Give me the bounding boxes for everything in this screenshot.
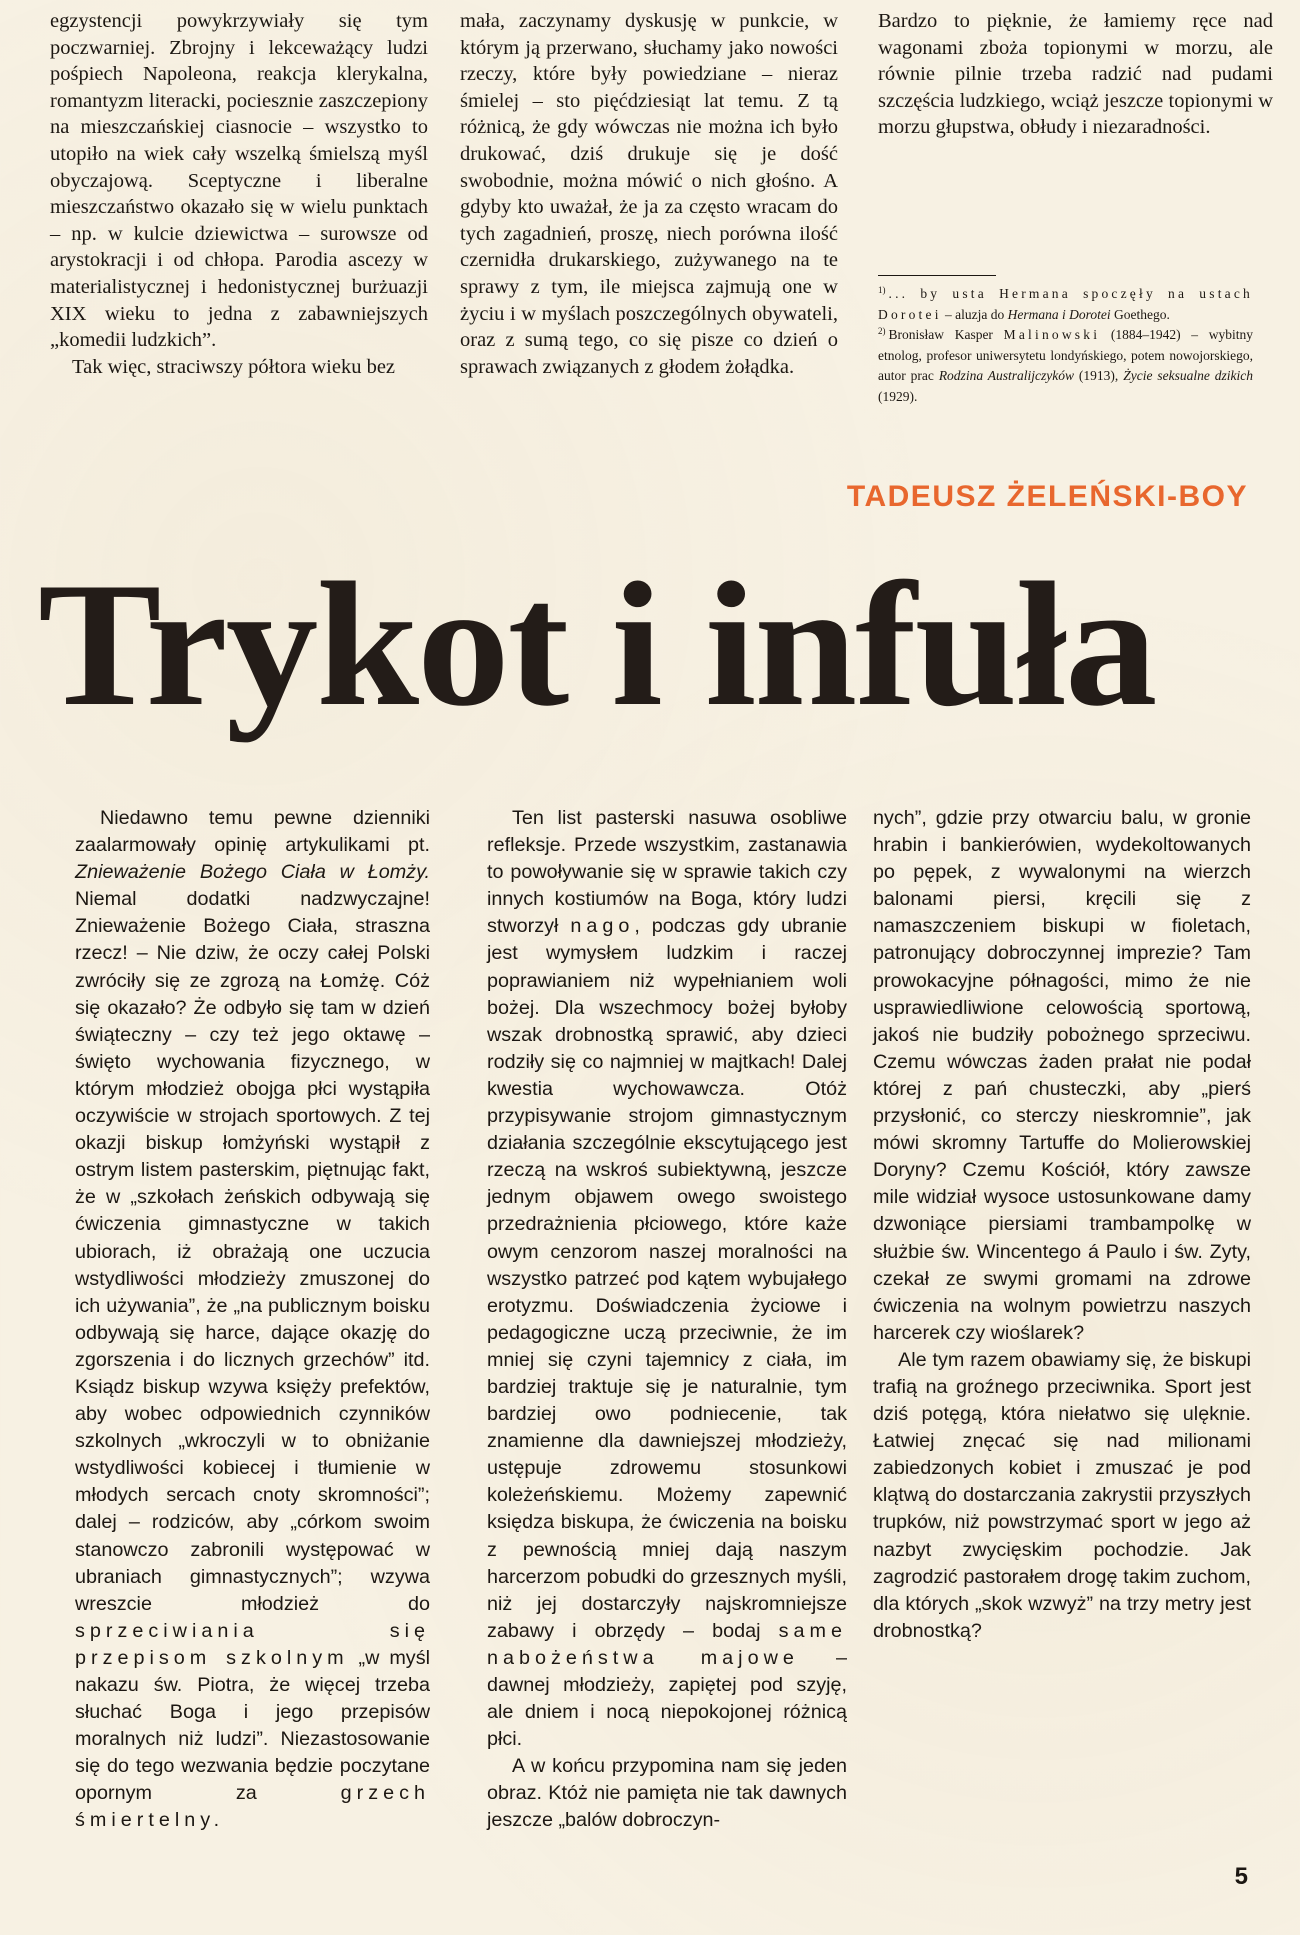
footnotes xyxy=(878,284,1253,407)
body-column-2 xyxy=(487,805,847,1835)
emphasized-text: sprzeciwiania się przepisom szkolnym xyxy=(75,1619,430,1669)
footnote-text: (1913), xyxy=(1073,368,1124,383)
paragraph: Ale tym razem obawiamy się, że biskupi trafią na groźnego przeciwnika. Sport jest dziś potęgą, która niełatwo się ulęknie. Łatwiej znęcać się nad milionami zabiedzonych kobiet i zmuszać je pod klątwą do dostarczania zakrystii przyszłych trupków, niż powstrzymać sport w jego aż nazbyt zwycięskim pochodzie. Jak zagrodzić pastorałem drogę takim zuchom, dla których „skok wzwyż” na trzy metry jest drobnostką? xyxy=(873,1348,1251,1642)
paragraph: egzystencji powykrzywiały się tym poczwarniej. Zbrojny i lekceważący ludzi pośpiech Napoleona, reakcja klerykalna, romantyzm literacki, pociesznie zaszczepiony na mieszczańskiej ciasnocie – wszystko to utopiło na wiek cały wszelką śmielszą myśl obyczajową. Sceptyczne i liberalne mieszczaństwo okazało się w wielu punktach – np. w kulcie dziewictwa – surowsze od arystokracji i od chłopa. Parodia ascezy w materialistycznej i hedonistycznej burżuazji XIX wieku to jedna z zabawniejszych „komedii ludzkich”. xyxy=(50,10,428,352)
page-number: 5 xyxy=(1234,1863,1248,1890)
paragraph: mała, zaczynamy dyskusję w punkcie, w którym ją przerwano, słuchamy jako nowości rzeczy, które były powiedziane – nieraz śmielej – sto pięćdziesiąt lat temu. Z tą różnicą, że gdy wówczas nie można ich było drukować, dziś drukuje się je dość swobodnie, można mówić o nich głośno. A gdyby kto uważał, że ja za często wracam do tych zagadnień, proszę, niech porówna ilość czernidła drukarskiego, zużywanego na te sprawy z tym, ile miejsca zajmują one w życiu i w myślach poszczególnych obywateli, oraz z sumą tego, co się pisze co dzień o sprawach związanych z głodem żołądka. xyxy=(460,10,838,378)
footnote-text: (1929). xyxy=(878,388,918,404)
paragraph: A w końcu przypomina nam się jeden obraz. Któż nie pamięta nie tak dawnych jeszcze „balów dobroczyn- xyxy=(487,1755,847,1832)
text-run: Ten list pasterski nasuwa osobliwe refleksje. Przede wszystkim, zastanawia to powoływanie się w sprawie takich czy innych kostiumów na Boga, który ludzi stworzył xyxy=(487,807,847,938)
footnote-1 xyxy=(878,284,1253,325)
paragraph xyxy=(487,805,847,1753)
text-run: Niedawno temu pewne dzienniki zaalarmowały opinię artykulikami pt. xyxy=(75,807,430,857)
text-run: „w myśl nakazu św. Piotra, że więcej trzeba słuchać Boga i jego przepisów moralnych niż ludzi”. Niezastosowanie się do tego wezwania będzie poczytane opornym za xyxy=(75,1646,430,1805)
text-run: Niemal dodatki nadzwyczajne! Znieważenie Bożego Ciała, straszna rzecz! – Nie dziw, że oczy całej Polski zwróciły się ze zgrozą na Łomżę. Cóż się okazało? Że odbyło się tam w dzień świąteczny – czy też jego oktawę – święto wychowania fizycznego, w którym młodzież obojga płci wystąpiła oczywiście w strojach sportowych. Z tej okazji biskup łomżyński wystąpił z ostrym listem pasterskim, piętnując fakt, że w „szkołach żeńskich odbywają się ćwiczenia gimnastyczne w takich ubiorach, iż obrażają one uczucia wstydliwości młodzieży zmuszonej do ich używania”, że „na publicznym boisku odbywają się harce, dające okazję do zgorszenia i do licznych grzechów” itd. Ksiądz biskup wzywa księży prefektów, aby wobec odpowiednich czynników szkolnych „wkroczyli w to obniżanie wstydliwości kobiecej i tłumienie w młodych sercach cnoty skromności”; dalej – rodziców, aby „córkom swoim stanowczo zabronili występować w ubraniach gimnastycznych”; wzywa wreszcie młodzież do xyxy=(75,888,430,1615)
footnote-marker: 1) xyxy=(878,284,886,295)
footnote-divider xyxy=(878,275,996,276)
footnote-2 xyxy=(878,325,1253,407)
body-column-1 xyxy=(75,805,430,1835)
text-run: , podczas gdy ubranie jest wymysłem ludzkim i raczej poprawianiem niż wypełnianiem woli bożej. Dla wszechmocy bożej byłoby wszak drobnostką sprawić, aby dzieci rodziły się co najmniej w majtkach! Dalej kwestia wychowawcza. Otóż przypisywanie strojom gimnastycznym działania szczególnie ekscytującego jest rzeczą na wskroś subiektywną, jeszcze jednym objawem owego swoistego przedrażnienia płciowego, które każe owym cenzorom naszej moralności na wszystko patrzeć pod kątem wybujałego erotyzmu. Doświadczenia życiowe i pedagogiczne uczą przeciwnie, że im mniej się czyni tajemnicy z ciała, im bardziej traktuje się je naturalnie, tym bardziej owo podniecenie, tak znamienne dla dawniejszej młodzieży, ustępuje zdrowemu stosunkowi koleżeńskiemu. Możemy zapewnić księdza biskupa, że ćwiczenia na boisku z pewnością mniej dają naszym harcerzom pobudki do grzesznych myśli, niż jej dostarczyły najskromniejsze zabawy i obrzędy – bodaj xyxy=(487,915,847,1642)
footnote-text: Bronisław Kasper xyxy=(888,327,1004,342)
footnote-marker: 2) xyxy=(878,325,886,336)
footnote-name: Malinowski xyxy=(1003,327,1101,342)
emphasized-text: grzech śmiertelny. xyxy=(75,1782,430,1832)
paragraph: Bardzo to pięknie, że łamiemy ręce nad wagonami zboża topionymi w morzu, ale równie pilnie trzeba radzić nad pudami szczęścia ludzkiego, wciąż jeszcze topionymi w morzu głupstwa, obłudy i niezaradności. xyxy=(878,10,1273,139)
footnote-work-title: Życie seksualne dzikich xyxy=(1123,368,1253,383)
footnote-quote: ... by usta Hermana spoczęły na ustach Dorotei xyxy=(878,286,1253,322)
top-column-3 xyxy=(878,8,1273,141)
article-title: Trykot i infuła xyxy=(38,545,1156,743)
footnote-text: – aluzja do xyxy=(941,306,1008,322)
article-author: TADEUSZ ŻELEŃSKI-BOY xyxy=(846,480,1248,513)
paragraph: Tak więc, straciwszy półtora wieku bez xyxy=(72,355,396,378)
emphasized-text: nago xyxy=(570,915,635,938)
body-column-3 xyxy=(873,805,1251,1645)
top-column-2 xyxy=(460,8,838,380)
top-column-1 xyxy=(50,8,428,380)
emphasized-text: same nabożeństwa majowe xyxy=(487,1619,847,1669)
footnote-text: Goethego. xyxy=(1110,306,1170,322)
footnote-text: (1884–1942) – wybitny etnolog, profesor uniwersytetu londyńskiego, potem nowojorskiego, autor prac xyxy=(878,327,1253,383)
quoted-headline: Znieważenie Bożego Ciała w Łomży. xyxy=(75,861,430,884)
footnote-work-title: Hermana i Dorotei xyxy=(1007,306,1111,322)
text-run: – dawnej młodzieży, zapiętej pod szyję, ale dniem i nocą niepokojonej różnicą płci. xyxy=(487,1646,848,1751)
paragraph xyxy=(75,805,430,1835)
paragraph: nych”, gdzie przy otwarciu balu, w gronie hrabin i bankierówien, wydekoltowanych po pępek, z wywalonymi na wierzch balonami piersi, kręcili się z namaszczeniem biskupi w fioletach, patronujący dobroczynnej imprezie? Tam prowokacyjne półnagości, mimo że nie usprawiedliwione celowością sportową, jakoś nie budziły pobożnego sprzeciwu. Czemu wówczas żaden prałat nie podał której z pań chusteczki, aby „pierś przysłonić, co sterczy nieskromnie”, jak mówi skromny Tartuffe do Molierowskiej Doryny? Czemu Kościół, który zawsze mile widział wysoce ustosunkowane damy dzwoniące piersiami trambampolkę w służbie św. Wincentego á Paulo i św. Zyty, czekał ze swymi gromami na zdrowe ćwiczenia na wolnym powietrzu naszych harcerek czy wioślarek? xyxy=(873,807,1251,1344)
footnote-work-title: Rodzina Australijczyków xyxy=(938,368,1074,383)
